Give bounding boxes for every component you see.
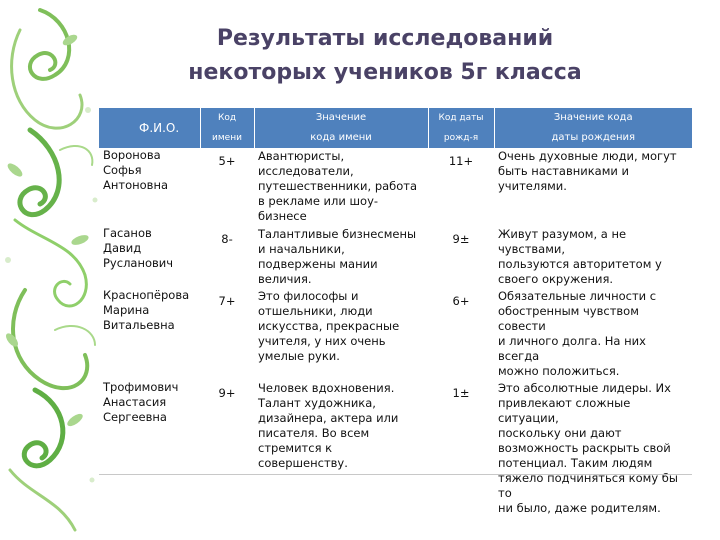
date-code: 6+ (428, 287, 494, 379)
name-meaning: Это философы и отшельники, люди искусства, прекрасные учителя, у них очень умелые руки. (254, 287, 428, 379)
name-code: 8- (200, 225, 254, 287)
header-fio: Ф.И.О. (99, 108, 200, 148)
page-title (160, 22, 610, 90)
table-header-row (99, 108, 692, 148)
title-line-2: некоторых учеников 5г класса (188, 60, 582, 85)
header-name-code: Код имени (200, 108, 254, 148)
table-bottom-divider (99, 474, 692, 475)
swirl-ornament-icon (0, 0, 110, 540)
table-row (99, 287, 692, 379)
student-name: Краснопёрова Марина Витальевна (99, 287, 200, 379)
student-name: Гасанов Давид Русланович (99, 225, 200, 287)
name-meaning: Человек вдохновения. Талант художника, дизайнера, актера или писателя. Во всем стремится к совершенству. (254, 379, 428, 516)
name-code: 5+ (200, 148, 254, 225)
date-meaning: Очень духовные люди, могут быть наставниками и учителями. (494, 148, 692, 225)
name-code: 7+ (200, 287, 254, 379)
date-meaning: Обязательные личности с обостренным чувством совести и личного долга. На них всегда можно положиться. (494, 287, 692, 379)
name-meaning: Талантливые бизнесмены и начальники, подвержены мании величия. (254, 225, 428, 287)
date-meaning: Живут разумом, а не чувствами, пользуются авторитетом у своего окружения. (494, 225, 692, 287)
header-date-meaning: Значение кода даты рождения (494, 108, 692, 148)
date-code: 11+ (428, 148, 494, 225)
student-name: Воронова Софья Антоновна (99, 148, 200, 225)
header-date-code: Код даты рожд-я (428, 108, 494, 148)
date-code: 9± (428, 225, 494, 287)
table-row (99, 379, 692, 516)
student-name: Трофимович Анастасия Сергеевна (99, 379, 200, 516)
name-code: 9+ (200, 379, 254, 516)
results-table (99, 108, 692, 517)
table-row (99, 148, 692, 225)
header-name-meaning: Значение кода имени (254, 108, 428, 148)
date-code: 1± (428, 379, 494, 516)
date-meaning: Это абсолютные лидеры. Их привлекают сложные ситуации, поскольку они дают возможность раскрыть свой потенциал. Таким людям тяжело подчиняться кому бы то ни было, даже родителям. (494, 379, 692, 516)
name-meaning: Авантюристы, исследователи, путешественники, работа в рекламе или шоу- бизнесе (254, 148, 428, 225)
title-line-1: Результаты исследований (216, 26, 554, 51)
table-row (99, 225, 692, 287)
